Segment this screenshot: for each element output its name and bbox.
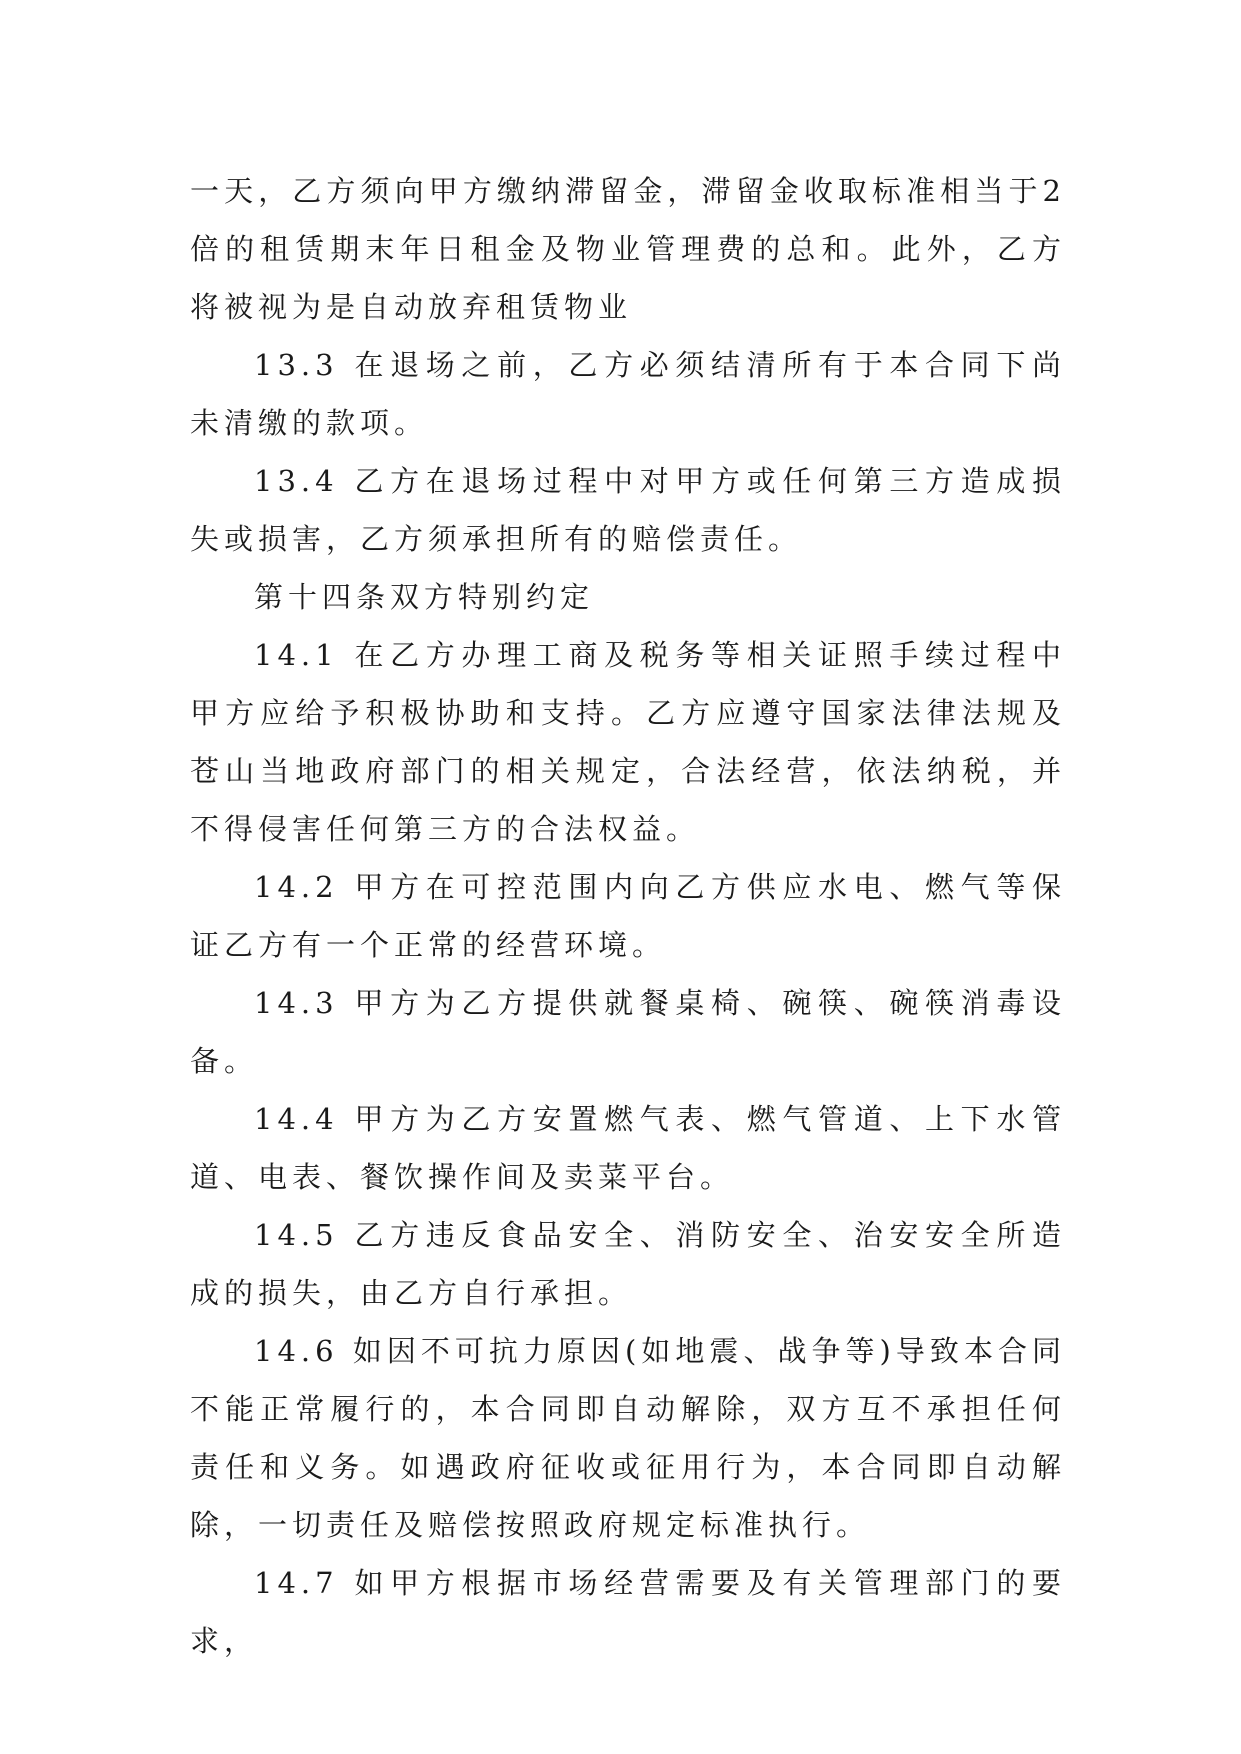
clause-13-4: 13.4 乙方在退场过程中对甲方或任何第三方造成损失或损害，乙方须承担所有的赔偿责任。 xyxy=(190,464,1066,556)
document-body xyxy=(190,162,1066,1670)
clause-14-5: 14.5 乙方违反食品安全、消防安全、治安安全所造成的损失，由乙方自行承担。 xyxy=(190,1218,1066,1310)
clause-14-3: 14.3 甲方为乙方提供就餐桌椅、碗筷、碗筷消毒设备。 xyxy=(190,986,1066,1078)
clause-13-3: 13.3 在退场之前，乙方必须结清所有于本合同下尚未清缴的款项。 xyxy=(190,348,1066,440)
clause-14-7: 14.7 如甲方根据市场经营需要及有关管理部门的要求， xyxy=(190,1566,1066,1658)
clause-14-2: 14.2 甲方在可控范围内向乙方供应水电、燃气等保证乙方有一个正常的经营环境。 xyxy=(190,870,1066,962)
article-14-heading: 第十四条双方特别约定 xyxy=(254,580,595,614)
paragraph-continuation: 一天，乙方须向甲方缴纳滞留金，滞留金收取标准相当于2倍的租赁期末年日租金及物业管理费的总和。此外，乙方将被视为是自动放弃租赁物业 xyxy=(190,174,1066,324)
clause-14-6: 14.6 如因不可抗力原因(如地震、战争等)导致本合同不能正常履行的，本合同即自动解除，双方互不承担任何责任和义务。如遇政府征收或征用行为，本合同即自动解除，一切责任及赔偿按照政府规定标准执行。 xyxy=(190,1334,1066,1542)
clause-14-4: 14.4 甲方为乙方安置燃气表、燃气管道、上下水管道、电表、餐饮操作间及卖菜平台。 xyxy=(190,1102,1066,1194)
clause-14-1: 14.1 在乙方办理工商及税务等相关证照手续过程中甲方应给予积极协助和支持。乙方应遵守国家法律法规及苍山当地政府部门的相关规定，合法经营，依法纳税，并不得侵害任何第三方的合法权益。 xyxy=(190,638,1066,846)
